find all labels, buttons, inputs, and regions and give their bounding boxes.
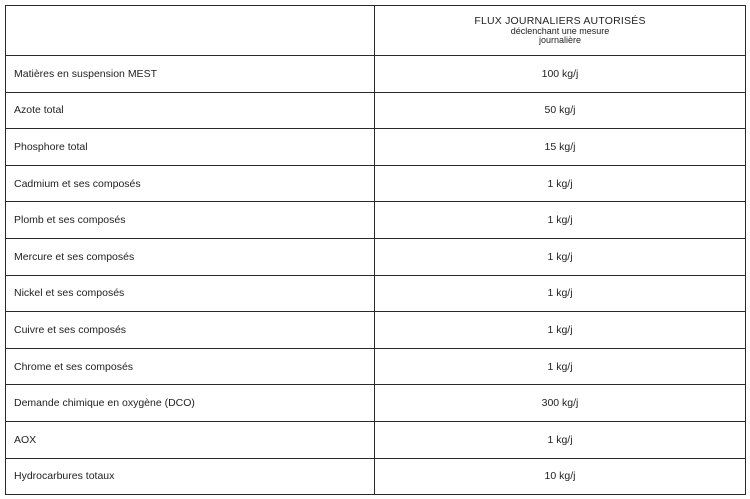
header-subtitle-1: déclenchant une mesure — [510, 25, 610, 36]
row-value: 1 kg/j — [375, 275, 746, 312]
table-header-row — [6, 6, 746, 56]
row-label: Cuivre et ses composés — [6, 312, 375, 349]
row-value: 1 kg/j — [375, 238, 746, 275]
table-row — [6, 92, 746, 129]
row-value: 15 kg/j — [375, 129, 746, 166]
row-label: Plomb et ses composés — [6, 202, 375, 239]
table-row — [6, 385, 746, 422]
table-row — [6, 348, 746, 385]
row-label: Chrome et ses composés — [6, 348, 375, 385]
header-empty-cell — [6, 6, 375, 56]
row-value: 1 kg/j — [375, 421, 746, 458]
header-subtitle-2: journalière — [538, 35, 582, 45]
table-row — [6, 238, 746, 275]
table-row — [6, 312, 746, 349]
header-flux-cell — [375, 6, 746, 56]
header-title: FLUX JOURNALIERS AUTORISÉS — [474, 14, 646, 27]
row-value: 1 kg/j — [375, 202, 746, 239]
row-value: 1 kg/j — [375, 312, 746, 349]
row-value: 1 kg/j — [375, 348, 746, 385]
table-row — [6, 56, 746, 93]
flux-table — [5, 5, 746, 495]
row-value: 300 kg/j — [375, 385, 746, 422]
row-label: Cadmium et ses composés — [6, 165, 375, 202]
table-row — [6, 129, 746, 166]
table-row — [6, 275, 746, 312]
row-label: Hydrocarbures totaux — [6, 458, 375, 495]
row-label: Nickel et ses composés — [6, 275, 375, 312]
row-value: 10 kg/j — [375, 458, 746, 495]
row-value: 1 kg/j — [375, 165, 746, 202]
row-label: Matières en suspension MEST — [6, 56, 375, 93]
row-value: 100 kg/j — [375, 56, 746, 93]
table-row — [6, 202, 746, 239]
table-row — [6, 165, 746, 202]
table-row — [6, 421, 746, 458]
table-row — [6, 458, 746, 495]
row-label: Azote total — [6, 92, 375, 129]
row-label: Mercure et ses composés — [6, 238, 375, 275]
row-label: Demande chimique en oxygène (DCO) — [6, 385, 375, 422]
row-value: 50 kg/j — [375, 92, 746, 129]
row-label: Phosphore total — [6, 129, 375, 166]
row-label: AOX — [6, 421, 375, 458]
